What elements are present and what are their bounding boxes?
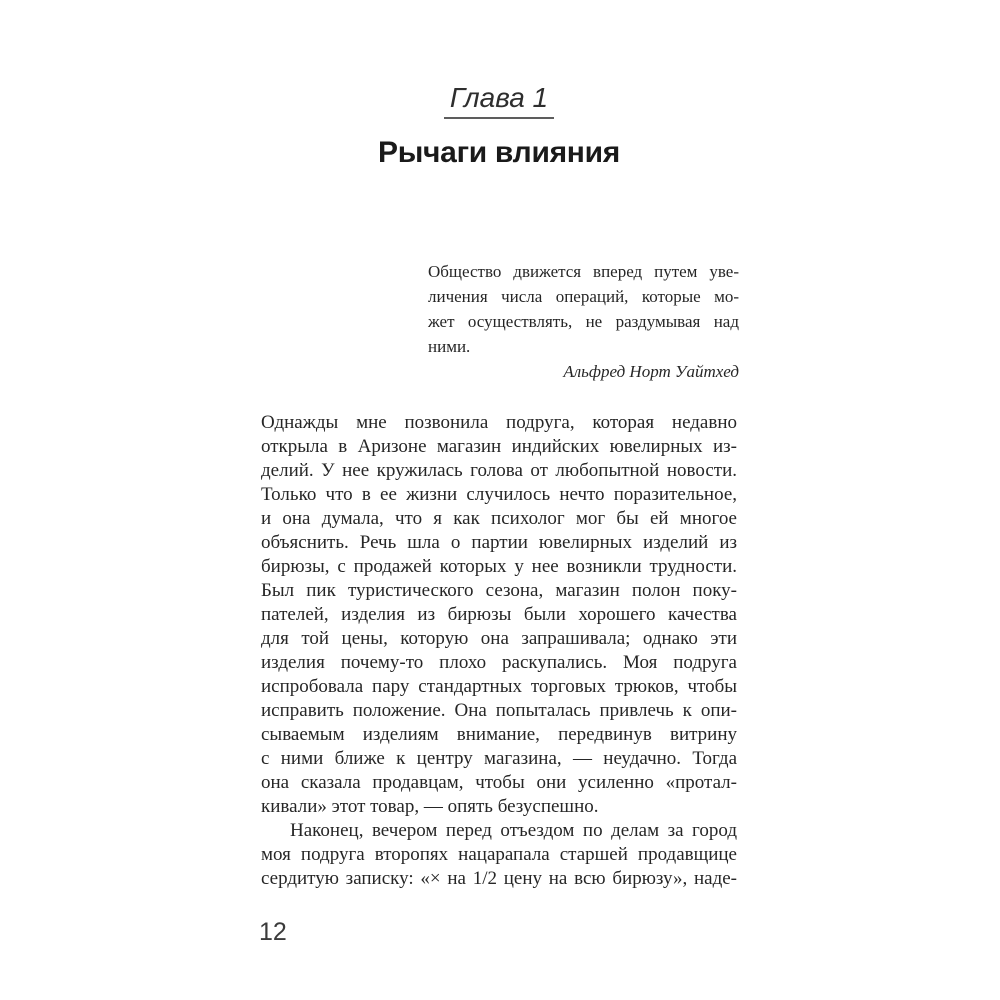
text-line: пателей, изделия из бирюзы были хорошего качества xyxy=(261,604,737,625)
text-line: испробовала пару стандартных торговых трюков, чтобы xyxy=(261,676,737,697)
page-number: 12 xyxy=(259,918,287,946)
text-line: личения числа операций, которые мо- xyxy=(428,287,739,306)
chapter-label-container xyxy=(261,84,737,119)
text-line: и она думала, что я как психолог мог бы ей многое xyxy=(261,508,737,529)
text-line: сываемым изделиям внимание, передвинув витрину xyxy=(261,724,737,745)
epigraph xyxy=(428,259,739,384)
text-line: сердитую записку: «× на 1/2 цену на всю бирюзу», наде- xyxy=(261,868,737,889)
text-line: она сказала продавцам, чтобы они усиленно «протал- xyxy=(261,772,737,793)
text-line: кивали» этот товар, — опять безуспешно. xyxy=(261,796,599,817)
text-line: бирюзы, с продажей которых у нее возникли трудности. xyxy=(261,556,737,577)
text-line: Общество движется вперед путем уве- xyxy=(428,262,739,281)
text-line: с ними ближе к центру магазина, — неудачно. Тогда xyxy=(261,748,737,769)
text-line: Только что в ее жизни случилось нечто поразительное, xyxy=(261,484,737,505)
body-paragraph xyxy=(261,411,737,819)
text-line: открыла в Аризоне магазин индийских ювелирных из- xyxy=(261,436,737,457)
text-line: исправить положение. Она попыталась привлечь к опи- xyxy=(261,700,737,721)
epigraph-text xyxy=(428,259,739,359)
body-text xyxy=(261,411,737,891)
text-line: жет осуществлять, не раздумывая над xyxy=(428,312,739,331)
chapter-title: Рычаги влияния xyxy=(378,136,620,169)
text-line: делий. У нее кружилась голова от любопытной новости. xyxy=(261,460,737,481)
body-paragraph xyxy=(261,819,737,891)
text-line: моя подруга второпях нацарапала старшей продавщице xyxy=(261,844,737,865)
text-line: объяснить. Речь шла о партии ювелирных изделий из xyxy=(261,532,737,553)
text-line: изделия почему-то плохо раскупались. Моя подруга xyxy=(261,652,737,673)
epigraph-attribution: Альфред Норт Уайтхед xyxy=(563,362,739,381)
text-line: ними. xyxy=(428,337,471,356)
text-line: Однажды мне позвонила подруга, которая недавно xyxy=(261,412,737,433)
text-line: Был пик туристического сезона, магазин полон поку- xyxy=(261,580,737,601)
text-line: Наконец, вечером перед отъездом по делам за город xyxy=(290,820,737,841)
chapter-label: Глава 1 xyxy=(444,84,554,119)
text-line: для той цены, которую она запрашивала; однако эти xyxy=(261,628,737,649)
